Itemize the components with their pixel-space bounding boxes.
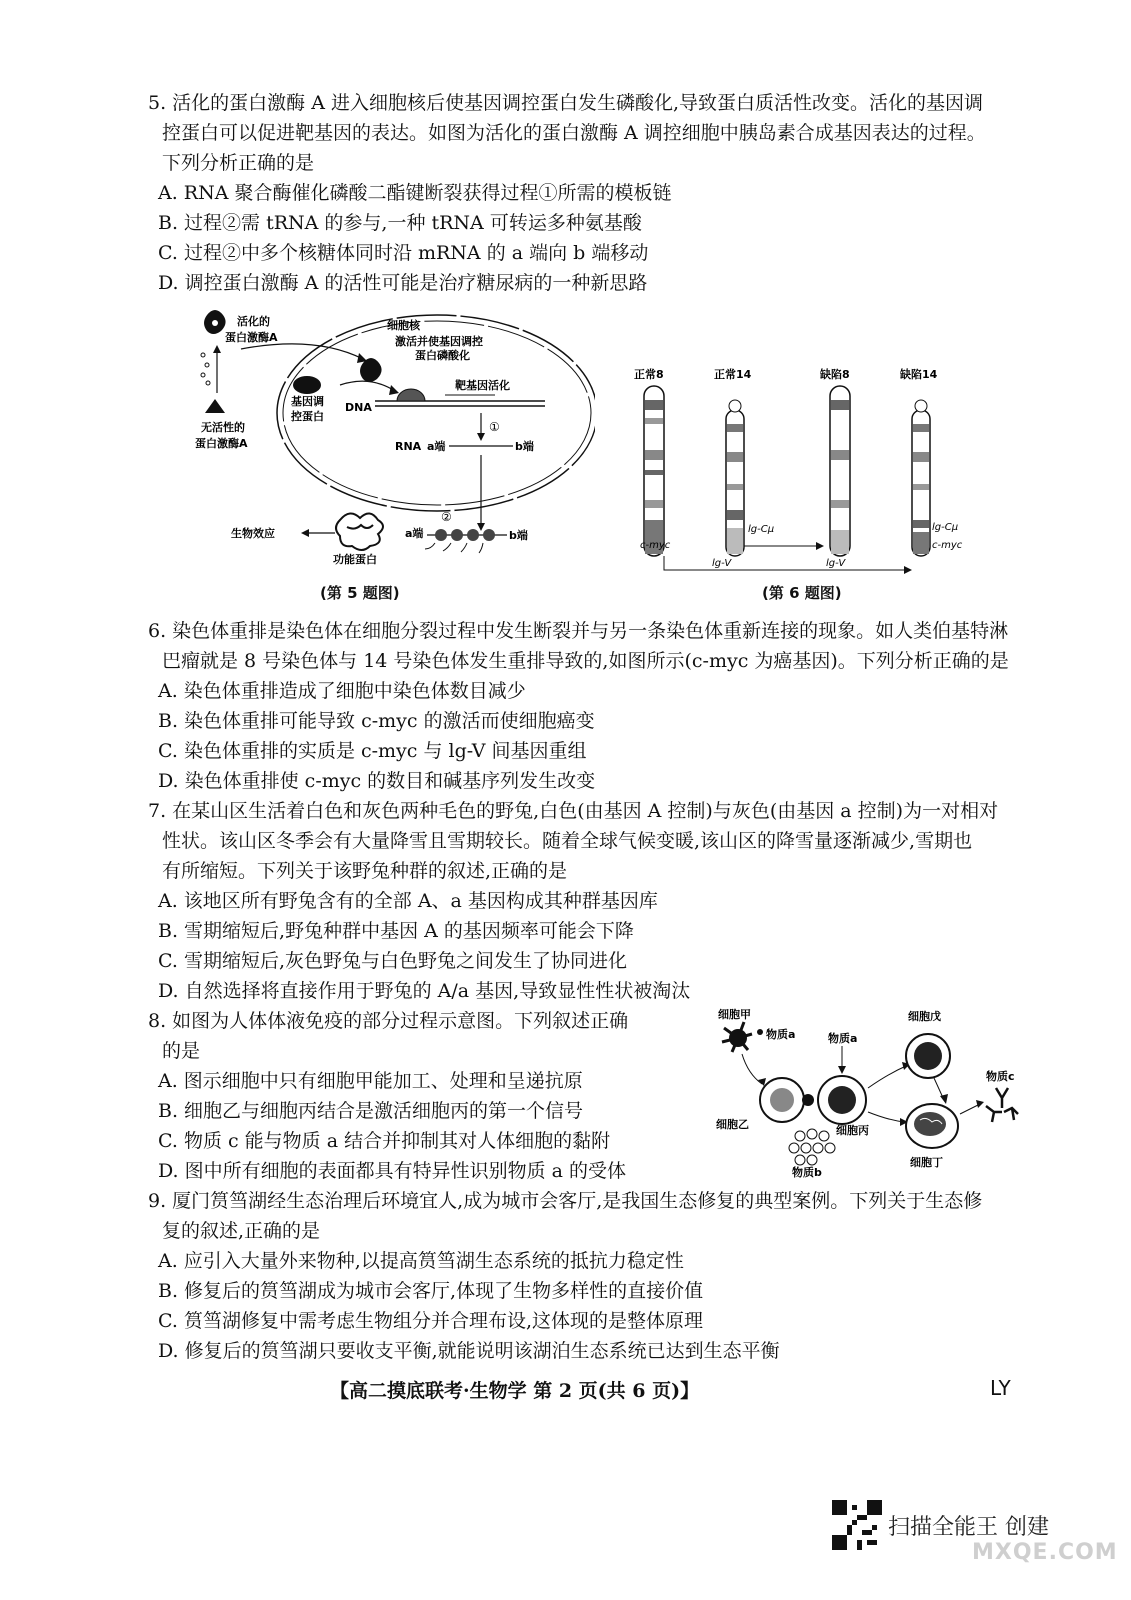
q7-stem-1: 7. 在某山区生活着白色和灰色两种毛色的野兔,白色(由基因 A 控制)与灰色(由基因 a 控制)为一对相对 — [148, 800, 999, 822]
q7-stem-3: 有所缩短。下列关于该野兔种群的叙述,正确的是 — [162, 860, 568, 882]
fig8-label-cellB: 细胞乙 — [716, 1118, 749, 1131]
fig5-label-effect: 生物效应 — [231, 527, 275, 540]
fig6-label-normal8: 正常8 — [634, 368, 664, 381]
cell-c-icon — [818, 1076, 866, 1124]
q5-stem-1: 5. 活化的蛋白激酶 A 进入细胞核后使基因调控蛋白发生磷酸化,导致蛋白质活性改变。活化的基因调 — [148, 92, 984, 114]
inactive-kinase-icon — [205, 399, 225, 413]
question-7 — [148, 796, 1028, 1006]
fig6-label-lgv2: lg-V — [826, 558, 846, 569]
fig5-label-target: 靶基因活化 — [455, 379, 510, 392]
fig8-label-cellC: 细胞丙 — [836, 1124, 869, 1137]
q6-option-c: C. 染色体重排的实质是 c-myc 与 lg-V 间基因重组 — [158, 740, 587, 762]
figure-6-caption: (第 6 题图) — [762, 584, 842, 602]
fig6-label-lgc2: lg-Cμ — [932, 522, 959, 533]
fig5-label-dna: DNA — [345, 401, 372, 414]
question-6 — [148, 616, 1028, 796]
question-8 — [148, 1006, 688, 1186]
question-9 — [148, 1186, 1028, 1366]
fig5-label-func: 功能蛋白 — [333, 553, 377, 566]
fig5-label-inactive2: 蛋白激酶A — [195, 437, 248, 450]
q7-option-d: D. 自然选择将直接作用于野兔的 A/a 基因,导致显性性状被淘汰 — [158, 980, 691, 1002]
q6-option-d: D. 染色体重排使 c-myc 的数目和碱基序列发生改变 — [158, 770, 596, 792]
figure-6-diagram — [620, 360, 980, 575]
fig6-label-lgc1: lg-Cμ — [748, 524, 775, 535]
cell-d-icon — [906, 1104, 958, 1148]
q8-option-a: A. 图示细胞中只有细胞甲能加工、处理和呈递抗原 — [158, 1070, 583, 1092]
q7-option-a: A. 该地区所有野兔含有的全部 A、a 基因构成其种群基因库 — [158, 890, 658, 912]
fig8-label-subA1: 物质a — [766, 1028, 796, 1041]
figure-8-diagram — [708, 1004, 1028, 1178]
fig8-label-cellD: 细胞丁 — [910, 1156, 943, 1169]
figure-5-diagram — [195, 305, 595, 575]
q5-stem-2: 控蛋白可以促进靶基因的表达。如图为活化的蛋白激酶 A 调控细胞中胰岛素合成基因表达的过程。 — [162, 122, 986, 144]
fig8-label-subB: 物质b — [792, 1166, 822, 1178]
fig6-label-defect8: 缺陷8 — [820, 368, 850, 381]
q5-option-c: C. 过程②中多个核糖体同时沿 mRNA 的 a 端向 b 端移动 — [158, 242, 649, 264]
q9-option-d: D. 修复后的筼筜湖只要收支平衡,就能说明该湖泊生态系统已达到生态平衡 — [158, 1340, 780, 1362]
fig6-label-lgv1: lg-V — [712, 558, 732, 569]
fig6-label-defect14: 缺陷14 — [900, 368, 938, 381]
fig8-label-subC: 物质c — [986, 1070, 1015, 1083]
watermark: MXQE.COM — [972, 1540, 1118, 1565]
q8-option-b: B. 细胞乙与细胞丙结合是激活细胞丙的第一个信号 — [158, 1100, 584, 1122]
q6-stem-1: 6. 染色体重排是染色体在细胞分裂过程中发生断裂并与另一条染色体重新连接的现象。如人类伯基特淋 — [148, 620, 1009, 642]
q8-option-c: C. 物质 c 能与物质 a 结合并抑制其对人体细胞的黏附 — [158, 1130, 611, 1152]
chromosome-defect-14 — [912, 400, 930, 556]
q6-option-a: A. 染色体重排造成了细胞中染色体数目减少 — [158, 680, 526, 702]
fig5-label-step1: ① — [489, 420, 500, 434]
q5-option-a: A. RNA 聚合酶催化磷酸二酯键断裂获得过程①所需的模板链 — [158, 182, 672, 204]
q8-stem-2: 的是 — [162, 1040, 201, 1062]
chromosome-normal-14 — [726, 400, 744, 556]
substance-c-icon — [986, 1088, 1018, 1122]
fig5-label-nucleus: 细胞核 — [387, 319, 420, 332]
cell-e-icon — [906, 1034, 950, 1078]
q9-option-c: C. 筼筜湖修复中需考虑生物组分并合理布设,这体现的是整体原理 — [158, 1310, 703, 1332]
chromosome-normal-8 — [644, 386, 664, 556]
fig5-label-a-end: a端 — [427, 440, 446, 453]
substance-b-icon — [789, 1129, 835, 1165]
fig5-label-inactive1: 无活性的 — [201, 421, 245, 434]
fig5-label-b-end2: b端 — [509, 529, 528, 542]
q7-option-b: B. 雪期缩短后,野兔种群中基因 A 的基因频率可能会下降 — [158, 920, 634, 942]
q6-stem-2: 巴瘤就是 8 号染色体与 14 号染色体发生重排导致的,如图所示(c-myc 为癌基因)。下列分析正确的是 — [162, 650, 1009, 672]
fig5-label-activated2: 蛋白激酶A — [225, 331, 278, 344]
fig6-label-cmyc2: c-myc — [932, 540, 963, 551]
q8-stem-1: 8. 如图为人体体液免疫的部分过程示意图。下列叙述正确 — [148, 1010, 629, 1032]
q9-stem-1: 9. 厦门筼筜湖经生态治理后环境宜人,成为城市会客厅,是我国生态修复的典型案例。下列关于生态修 — [148, 1190, 983, 1212]
qr-code-icon — [832, 1500, 882, 1550]
fig8-label-subA2: 物质a — [828, 1032, 858, 1045]
page-footer: 【高二摸底联考·生物学 第 2 页(共 6 页)】 — [330, 1380, 700, 1402]
q5-option-b: B. 过程②需 tRNA 的参与,一种 tRNA 可转运多种氨基酸 — [158, 212, 642, 234]
fig5-label-b-end: b端 — [515, 440, 534, 453]
scanner-stamp: 扫描全能王 创建 — [888, 1515, 1049, 1540]
q7-stem-2: 性状。该山区冬季会有大量降雪且雪期较长。随着全球气候变暖,该山区的降雪量逐渐减少,雪期也 — [162, 830, 973, 852]
q9-option-b: B. 修复后的筼筜湖成为城市会客厅,体现了生物多样性的直接价值 — [158, 1280, 704, 1302]
cell-a-icon — [722, 1022, 752, 1052]
fig5-label-activate1: 激活并使基因调控 — [395, 335, 483, 348]
fig6-label-cmyc1: c-myc — [640, 540, 671, 551]
q7-option-c: C. 雪期缩短后,灰色野兔与白色野兔之间发生了协同进化 — [158, 950, 627, 972]
fig5-label-rna: RNA — [395, 440, 422, 453]
fig5-label-step2: ② — [441, 510, 452, 524]
chromosome-defect-8 — [830, 386, 850, 556]
fig5-label-regprot2: 控蛋白 — [291, 410, 324, 423]
figure-5-caption: (第 5 题图) — [320, 584, 400, 602]
functional-protein-icon — [336, 513, 383, 550]
fig5-label-activate2: 蛋白磷酸化 — [415, 349, 470, 362]
fig8-label-cellE: 细胞戊 — [908, 1010, 941, 1023]
q6-option-b: B. 染色体重排可能导致 c-myc 的激活而使细胞癌变 — [158, 710, 595, 732]
q5-option-d: D. 调控蛋白激酶 A 的活性可能是治疗糖尿病的一种新思路 — [158, 272, 648, 294]
fig8-label-cellA: 细胞甲 — [718, 1008, 751, 1021]
q5-stem-3: 下列分析正确的是 — [162, 152, 315, 174]
q9-stem-2: 复的叙述,正确的是 — [162, 1220, 321, 1242]
q9-option-a: A. 应引入大量外来物种,以提高筼筜湖生态系统的抵抗力稳定性 — [158, 1250, 684, 1272]
fig5-label-regprot1: 基因调 — [291, 395, 324, 408]
fig6-label-normal14: 正常14 — [714, 368, 752, 381]
question-5 — [148, 88, 1028, 298]
q8-option-d: D. 图中所有细胞的表面都具有特异性识别物质 a 的受体 — [158, 1160, 627, 1182]
footer-code: LY — [990, 1376, 1011, 1400]
cell-b-icon — [760, 1078, 804, 1122]
fig5-label-a-end2: a端 — [405, 527, 424, 540]
fig5-label-activated: 活化的 — [237, 315, 270, 328]
